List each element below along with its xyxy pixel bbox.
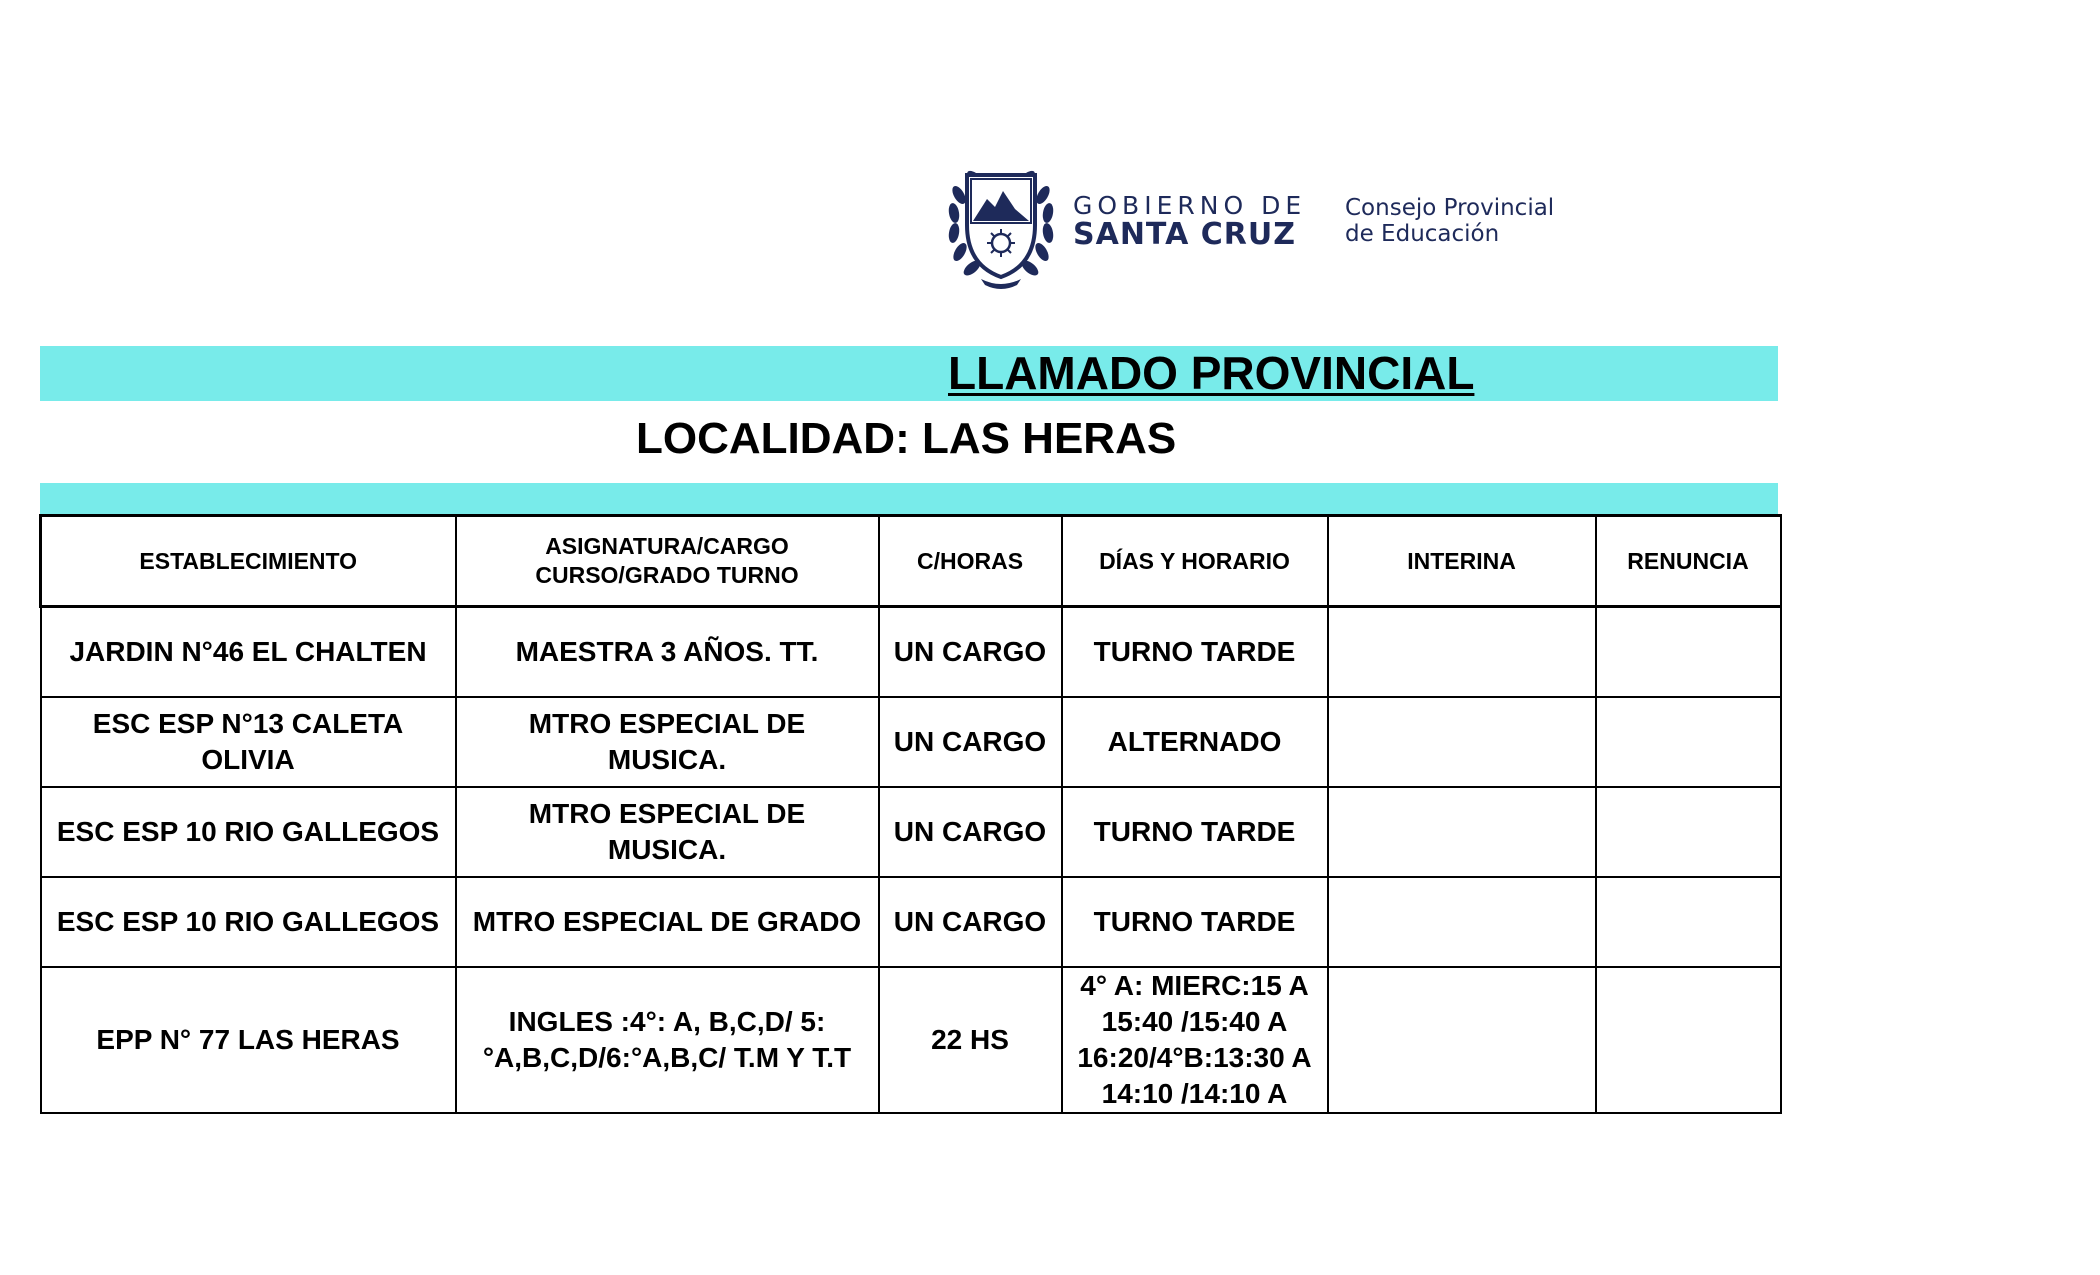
table-row: [41, 787, 1781, 877]
column-header-horario: DÍAS Y HORARIO: [1062, 516, 1328, 607]
table-row: [41, 877, 1781, 967]
cell-establecimiento: EPP N° 77 LAS HERAS: [41, 967, 456, 1113]
cell-renuncia: [1596, 877, 1781, 967]
locality-subtitle: LOCALIDAD: LAS HERAS: [636, 414, 1177, 463]
cell-horario: 4° A: MIERC:15 A 15:40 /15:40 A 16:20/4°B:13:30 A 14:10 /14:10 A: [1062, 967, 1328, 1113]
council-name-line2: de Educación: [1345, 221, 1500, 247]
cell-establecimiento: ESC ESP 10 RIO GALLEGOS: [41, 787, 456, 877]
cell-establecimiento: ESC ESP 10 RIO GALLEGOS: [41, 877, 456, 967]
column-header-establecimiento: ESTABLECIMIENTO: [41, 516, 456, 607]
table-row: [41, 967, 1781, 1113]
header-logo: [945, 155, 1575, 290]
cell-asignatura: MTRO ESPECIAL DE GRADO: [456, 877, 879, 967]
cell-horario: ALTERNADO: [1062, 697, 1328, 787]
column-header-asignatura: ASIGNATURA/CARGO CURSO/GRADO TURNO: [456, 516, 879, 607]
cell-asignatura: MTRO ESPECIAL DE MUSICA.: [456, 787, 879, 877]
government-name-line1: GOBIERNO DE: [1073, 191, 1307, 220]
cell-asignatura: MAESTRA 3 AÑOS. TT.: [456, 607, 879, 698]
cell-horas: UN CARGO: [879, 607, 1062, 698]
page-title: LLAMADO PROVINCIAL: [948, 347, 1475, 399]
cell-horas: 22 HS: [879, 967, 1062, 1113]
cell-establecimiento: ESC ESP N°13 CALETA OLIVIA: [41, 697, 456, 787]
cell-interina: [1328, 607, 1596, 698]
cell-interina: [1328, 787, 1596, 877]
table-row: [41, 607, 1781, 698]
cell-horas: UN CARGO: [879, 877, 1062, 967]
secondary-band: [40, 483, 1778, 514]
cell-renuncia: [1596, 607, 1781, 698]
cell-renuncia: [1596, 967, 1781, 1113]
table-header-row: [41, 516, 1781, 607]
cell-establecimiento: JARDIN N°46 EL CHALTEN: [41, 607, 456, 698]
column-header-interina: INTERINA: [1328, 516, 1596, 607]
cell-interina: [1328, 967, 1596, 1113]
government-name-line2: SANTA CRUZ: [1073, 217, 1296, 252]
cell-horario: TURNO TARDE: [1062, 787, 1328, 877]
cell-asignatura: INGLES :4°: A, B,C,D/ 5:°A,B,C,D/6:°A,B,C/ T.M Y T.T: [456, 967, 879, 1113]
table-row: [41, 697, 1781, 787]
cell-horas: UN CARGO: [879, 697, 1062, 787]
vacancy-table: [39, 514, 1782, 1114]
council-name-line1: Consejo Provincial: [1345, 195, 1555, 221]
cell-horario: TURNO TARDE: [1062, 607, 1328, 698]
column-header-renuncia: RENUNCIA: [1596, 516, 1781, 607]
cell-horas: UN CARGO: [879, 787, 1062, 877]
title-band: [40, 346, 1778, 401]
cell-interina: [1328, 697, 1596, 787]
cell-horario: TURNO TARDE: [1062, 877, 1328, 967]
cell-renuncia: [1596, 697, 1781, 787]
cell-asignatura: MTRO ESPECIAL DE MUSICA.: [456, 697, 879, 787]
cell-interina: [1328, 877, 1596, 967]
column-header-horas: C/HORAS: [879, 516, 1062, 607]
cell-renuncia: [1596, 787, 1781, 877]
santa-cruz-seal-icon: [945, 155, 1057, 290]
